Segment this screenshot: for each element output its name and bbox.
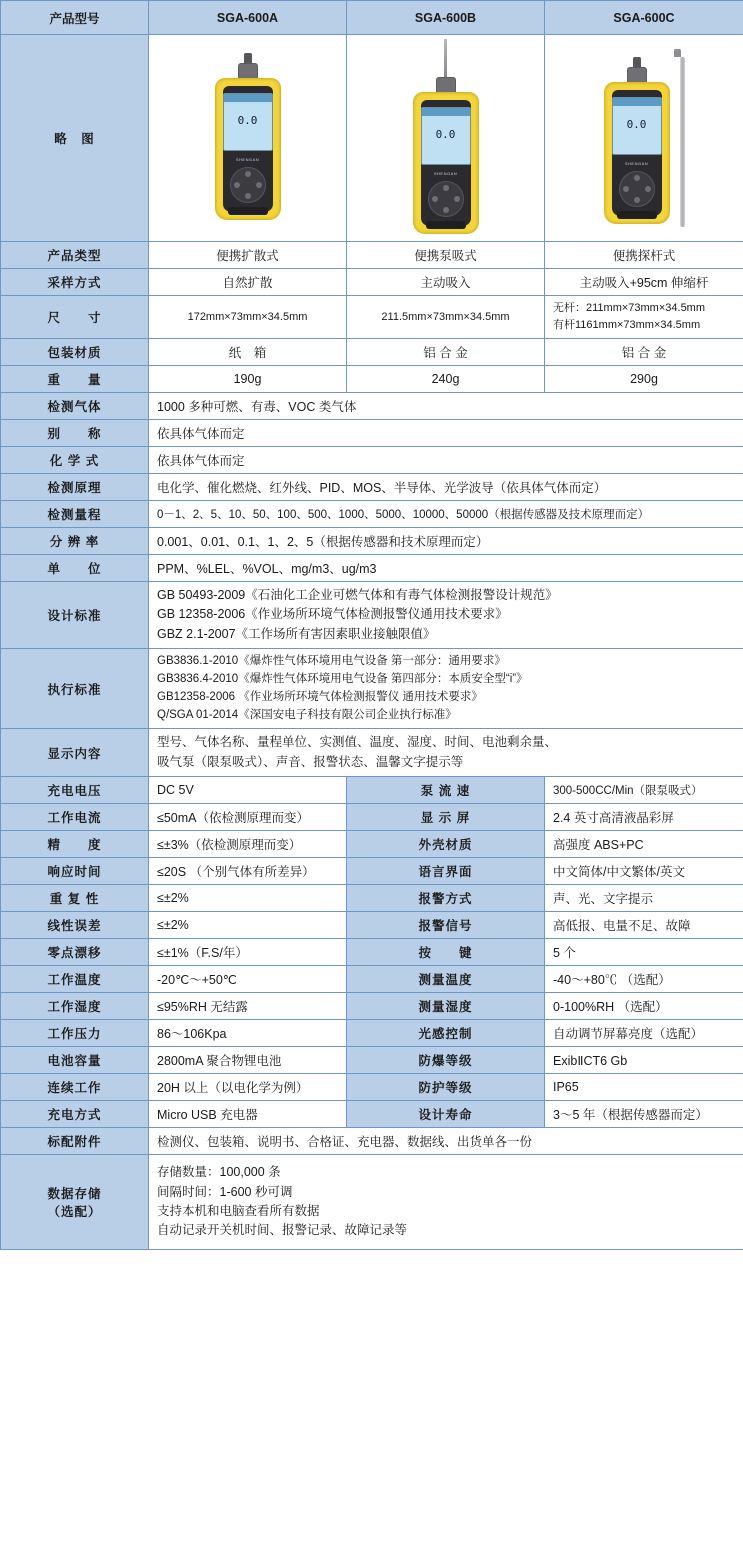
design-standard-line-1: GB 50493-2009《石油化工企业可燃气体和有毒气体检测报警设计规范》 [157,588,558,603]
weight-b: 240g [347,366,545,393]
screen-reading: 0.0 [435,128,456,141]
exec-standard-value [149,649,743,729]
row-label-resolution: 分 辨 率 [1,528,149,555]
table-row-principle [1,474,743,501]
measure-humidity-value: 0-100%RH （选配） [545,993,743,1020]
row-label-product-type: 产品类型 [1,242,149,269]
row-label-shell-material: 外壳材质 [347,831,545,858]
row-label-packaging: 包装材质 [1,339,149,366]
row-label-linearity: 线性误差 [1,912,149,939]
sensor-cap-icon [436,77,456,92]
row-label-data-storage [1,1155,149,1250]
table-row-repeatability [1,885,743,912]
display-content-line-2: 吸气泵（限泵吸式）、声音、报警状态、温馨文字提示等 [157,754,464,769]
row-label-range: 检测量程 [1,501,149,528]
data-storage-value [149,1155,743,1250]
table-row-model [1,1,743,35]
device-image-a [149,35,347,242]
row-label-formula: 化 学 式 [1,447,149,474]
row-label-alarm-signal: 报警信号 [347,912,545,939]
row-label-zero-drift: 零点漂移 [1,939,149,966]
charge-voltage-value: DC 5V [149,777,347,804]
design-standard-line-3: GBZ 2.1-2007《工作场所有害因素职业接触限值》 [157,626,436,641]
table-row-working-pressure [1,1020,743,1047]
device-image-c [545,35,743,242]
ex-rating-value: ExibⅡCT6 Gb [545,1047,743,1074]
design-standard-line-2: GB 12358-2006《作业场所环境气体检测报警仪通用技术要求》 [157,607,508,622]
working-pressure-value: 86～106Kpa [149,1020,347,1047]
data-storage-label-line-2: （选配） [47,1204,102,1219]
weight-c: 290g [545,366,743,393]
principle-value: 电化学、催化燃烧、红外线、PID、MOS、半导体、光学波导（依具体气体而定） [149,474,743,501]
table-row-packaging [1,339,743,366]
row-label-exec-standard: 执行标准 [1,649,149,729]
size-c-line-1: 无杆：211mm×73mm×34.5mm [553,302,706,314]
product-type-a: 便携扩散式 [149,242,347,269]
continuous-work-value: 20H 以上（以电化学为例） [149,1074,347,1101]
packaging-c: 铝 合 金 [545,339,743,366]
device-screen-c [612,97,662,155]
table-row-diagram [1,35,743,242]
row-label-working-current: 工作电流 [1,804,149,831]
table-row-battery [1,1047,743,1074]
keypad-icon [619,171,655,207]
data-storage-line-3: 支持本机和电脑查看所有数据 [157,1203,320,1218]
table-row-design-standard [1,582,743,649]
row-label-unit: 单 位 [1,555,149,582]
working-humidity-value: ≤95%RH 无结露 [149,993,347,1020]
screen-value: 2.4 英寸高清液晶彩屏 [545,804,743,831]
row-label-design-standard: 设计标准 [1,582,149,649]
display-content-value [149,729,743,777]
table-row-zero-drift [1,939,743,966]
row-label-screen: 显 示 屏 [347,804,545,831]
table-row-working-temp [1,966,743,993]
resolution-value: 0.001、0.01、0.1、1、2、5（根据传感器和技术原理而定） [149,528,743,555]
row-label-response-time: 响应时间 [1,858,149,885]
zero-drift-value: ≤±1%（F.S/年） [149,939,347,966]
row-label-repeatability: 重 复 性 [1,885,149,912]
device-brand-label: SHENGAN [433,171,458,176]
accuracy-value: ≤±3%（依检测原理而变） [149,831,347,858]
size-c-line-2: 有杆1161mm×73mm×34.5mm [553,319,701,332]
working-temp-value: -20℃～+50℃ [149,966,347,993]
device-screen-b [421,107,471,165]
model-b: SGA-600B [347,1,545,35]
formula-value: 依具体气体而定 [149,447,743,474]
design-standard-value [149,582,743,649]
table-row-exec-standard [1,649,743,729]
linearity-value: ≤±2% [149,912,347,939]
row-label-design-life: 设计寿命 [347,1101,545,1128]
range-value: 0－1、2、5、10、50、100、500、1000、5000、10000、50000（根据传感器及技术原理而定） [149,501,743,528]
row-label-continuous-work: 连续工作 [1,1074,149,1101]
device-screen-a [223,93,273,151]
language-value: 中文简体/中文繁体/英文 [545,858,743,885]
screen-reading: 0.0 [237,114,258,127]
table-row-data-storage [1,1155,743,1250]
table-row-working-humidity [1,993,743,1020]
pump-flow-value: 300-500CC/Min（限泵吸式） [545,777,743,804]
exec-standard-line-1: GB3836.1-2010《爆炸性气体环境用电气设备 第一部分：通用要求》 [157,655,506,668]
row-label-charge-voltage: 充电电压 [1,777,149,804]
table-row-working-current [1,804,743,831]
size-c [545,296,743,339]
packaging-a: 纸 箱 [149,339,347,366]
table-row-unit [1,555,743,582]
row-label-ip-rating: 防护等级 [347,1074,545,1101]
device-brand-label: SHENGAN [235,157,260,162]
table-row-response-time [1,858,743,885]
model-c: SGA-600C [545,1,743,35]
display-content-line-1: 型号、气体名称、量程单位、实测值、温度、湿度、时间、电池剩余量、 [157,735,558,750]
response-time-value: ≤20S （个别气体有所差异） [149,858,347,885]
table-row-linearity [1,912,743,939]
alarm-mode-value: 声、光、文字提示 [545,885,743,912]
table-row-detect-gas [1,393,743,420]
row-label-ex-rating: 防爆等级 [347,1047,545,1074]
repeatability-value: ≤±2% [149,885,347,912]
light-control-value: 自动调节屏幕亮度（选配） [545,1020,743,1047]
row-label-working-humidity: 工作湿度 [1,993,149,1020]
alarm-signal-value: 高低报、电量不足、故障 [545,912,743,939]
row-label-principle: 检测原理 [1,474,149,501]
accessories-value: 检测仪、包装箱、说明书、合格证、充电器、数据线、出货单各一份 [149,1128,743,1155]
model-a: SGA-600A [149,1,347,35]
keypad-icon [230,167,266,203]
weight-a: 190g [149,366,347,393]
shell-material-value: 高强度 ABS+PC [545,831,743,858]
table-row-product-type [1,242,743,269]
data-storage-line-2: 间隔时间：1-600 秒可调 [157,1184,293,1199]
exec-standard-line-4: Q/SGA 01-2014《深国安电子科技有限公司企业执行标准》 [157,708,457,721]
design-life-value: 3～5 年（根据传感器而定） [545,1101,743,1128]
table-row-formula [1,447,743,474]
row-label-measure-humidity: 测量湿度 [347,993,545,1020]
row-label-working-temp: 工作温度 [1,966,149,993]
keys-value: 5 个 [545,939,743,966]
measure-temp-value: -40～+80℃ （选配） [545,966,743,993]
size-a: 172mm×73mm×34.5mm [149,296,347,339]
row-label-alias: 别 称 [1,420,149,447]
telescopic-probe-icon [670,49,685,227]
screen-reading: 0.0 [626,118,647,131]
table-row-charge-voltage [1,777,743,804]
device-brand-label: SHENGAN [624,161,649,166]
row-label-model: 产品型号 [1,1,149,35]
exec-standard-line-3: GB12358-2006 《作业场所环境气体检测报警仪 通用技术要求》 [157,690,483,703]
table-row-weight [1,366,743,393]
sampling-a: 自然扩散 [149,269,347,296]
row-label-alarm-mode: 报警方式 [347,885,545,912]
sensor-cap-icon [238,63,258,78]
ip-rating-value: IP65 [545,1074,743,1101]
packaging-b: 铝 合 金 [347,339,545,366]
row-label-diagram: 略 图 [1,35,149,242]
working-current-value: ≤50mA（依检测原理而变） [149,804,347,831]
data-storage-label-line-1: 数据存储 [47,1186,102,1201]
row-label-battery: 电池容量 [1,1047,149,1074]
table-row-range [1,501,743,528]
row-label-measure-temp: 测量温度 [347,966,545,993]
table-row-size [1,296,743,339]
battery-value: 2800mA 聚合物锂电池 [149,1047,347,1074]
alias-value: 依具体气体而定 [149,420,743,447]
pump-probe-icon [444,39,447,77]
unit-value: PPM、%LEL、%VOL、mg/m3、ug/m3 [149,555,743,582]
row-label-detect-gas: 检测气体 [1,393,149,420]
charge-mode-value: Micro USB 充电器 [149,1101,347,1128]
table-row-accuracy [1,831,743,858]
sampling-c: 主动吸入+95cm 伸缩杆 [545,269,743,296]
table-row-sampling [1,269,743,296]
row-label-size: 尺 寸 [1,296,149,339]
exec-standard-line-2: GB3836.4-2010《爆炸性气体环境用电气设备 第四部分：本质安全型“i”》 [157,673,528,686]
row-label-display-content: 显示内容 [1,729,149,777]
gas-inlet-icon [633,57,641,67]
table-row-alias [1,420,743,447]
row-label-keys: 按 键 [347,939,545,966]
gas-inlet-icon [244,53,252,63]
detect-gas-value: 1000 多种可燃、有毒、VOC 类气体 [149,393,743,420]
data-storage-line-1: 存储数量：100,000 条 [157,1165,281,1180]
row-label-weight: 重 量 [1,366,149,393]
size-b: 211.5mm×73mm×34.5mm [347,296,545,339]
keypad-icon [428,181,464,217]
row-label-working-pressure: 工作压力 [1,1020,149,1047]
product-type-b: 便携泵吸式 [347,242,545,269]
row-label-pump-flow: 泵 流 速 [347,777,545,804]
sensor-cap-icon [627,67,647,82]
row-label-charge-mode: 充电方式 [1,1101,149,1128]
product-type-c: 便携探杆式 [545,242,743,269]
data-storage-line-4: 自动记录开关机时间、报警记录、故障记录等 [157,1223,408,1238]
sampling-b: 主动吸入 [347,269,545,296]
table-row-continuous-work [1,1074,743,1101]
row-label-accessories: 标配附件 [1,1128,149,1155]
row-label-accuracy: 精 度 [1,831,149,858]
table-row-accessories [1,1128,743,1155]
device-image-b [347,35,545,242]
row-label-sampling: 采样方式 [1,269,149,296]
table-row-charge-mode [1,1101,743,1128]
table-row-display-content [1,729,743,777]
row-label-light-control: 光感控制 [347,1020,545,1047]
table-row-resolution [1,528,743,555]
row-label-language: 语言界面 [347,858,545,885]
